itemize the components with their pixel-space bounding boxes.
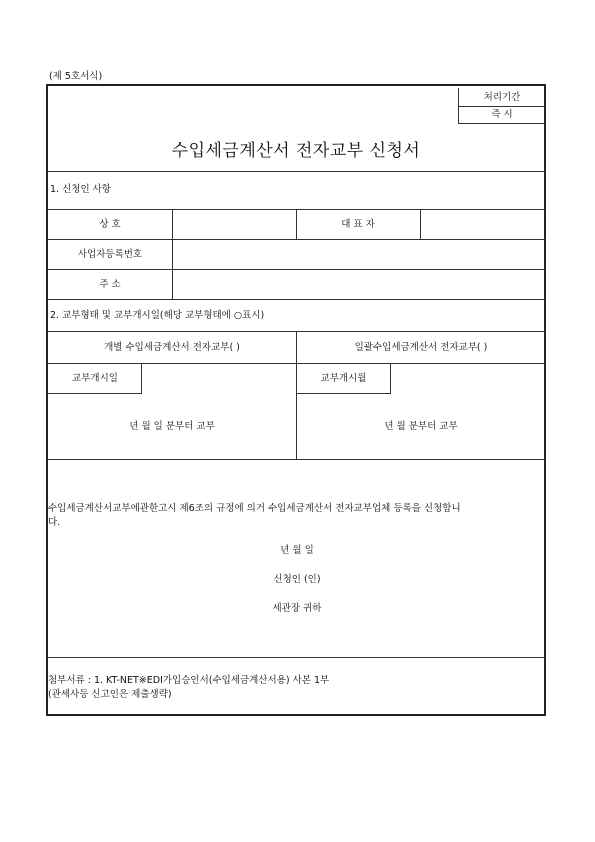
declaration-text-line2: 다. bbox=[48, 517, 61, 528]
individual-start-label: 교부개시일 bbox=[72, 373, 118, 384]
company-name-field[interactable] bbox=[172, 209, 294, 237]
business-number-label: 사업자등록번호 bbox=[77, 249, 143, 260]
application-date[interactable]: 년 월 일 bbox=[280, 545, 314, 556]
processing-box-bottom-border bbox=[458, 123, 546, 124]
representative-label: 대 표 자 bbox=[341, 219, 375, 230]
form-number: (제 5호서식) bbox=[49, 71, 103, 82]
declaration-block-rule bbox=[48, 657, 546, 658]
processing-box-mid-border bbox=[458, 106, 546, 107]
processing-period-label: 처리기간 bbox=[483, 92, 521, 103]
section1-heading: 1. 신청인 사항 bbox=[50, 184, 111, 195]
section2-heading: 2. 교부형태 및 교부개시일(해당 교부형태에 ○표시) bbox=[50, 310, 265, 321]
form-frame bbox=[46, 84, 546, 716]
business-number-field[interactable] bbox=[172, 239, 544, 267]
page-title: 수입세금계산서 전자교부 신청서 bbox=[171, 141, 421, 161]
section2-heading-rule bbox=[48, 331, 546, 332]
individual-delivery-label[interactable]: 개별 수입세금계산서 전자교부( ) bbox=[104, 342, 240, 353]
title-bottom-rule bbox=[48, 171, 546, 172]
attachments-line2: (관세사등 신고인은 제출생략) bbox=[48, 689, 172, 700]
company-name-label: 상 호 bbox=[99, 219, 121, 230]
address-field[interactable] bbox=[172, 269, 544, 297]
processing-period-value: 즉 시 bbox=[491, 109, 513, 120]
bulk-start-date[interactable]: 년 월 분부터 교부 bbox=[384, 421, 458, 432]
bulk-start-box-bottom bbox=[296, 393, 391, 394]
representative-field[interactable] bbox=[420, 209, 544, 237]
address-label: 주 소 bbox=[99, 279, 121, 290]
declaration-text-line1: 수입세금계산서교부에관한고시 제6조의 규정에 의거 수입세금계산서 전자교부업체 등록을 신청합니 bbox=[48, 503, 461, 514]
row-address-rule bbox=[48, 299, 546, 300]
applicant-signature[interactable]: 신청인 (인) bbox=[273, 574, 321, 585]
bulk-delivery-label[interactable]: 일괄수입세금계산서 전자교부( ) bbox=[354, 342, 488, 353]
addressee: 세관장 귀하 bbox=[272, 603, 322, 614]
individual-start-date[interactable]: 년 월 일 분부터 교부 bbox=[129, 421, 215, 432]
dates-block-rule bbox=[48, 459, 546, 460]
types-row-rule bbox=[48, 363, 546, 364]
individual-start-box-bottom bbox=[48, 393, 142, 394]
attachments-line1: 첨부서류 : 1. KT-NET※EDI가입승인서(수입세금계산서용) 사본 1부 bbox=[48, 675, 330, 686]
bulk-start-label: 교부개시월 bbox=[320, 373, 367, 384]
